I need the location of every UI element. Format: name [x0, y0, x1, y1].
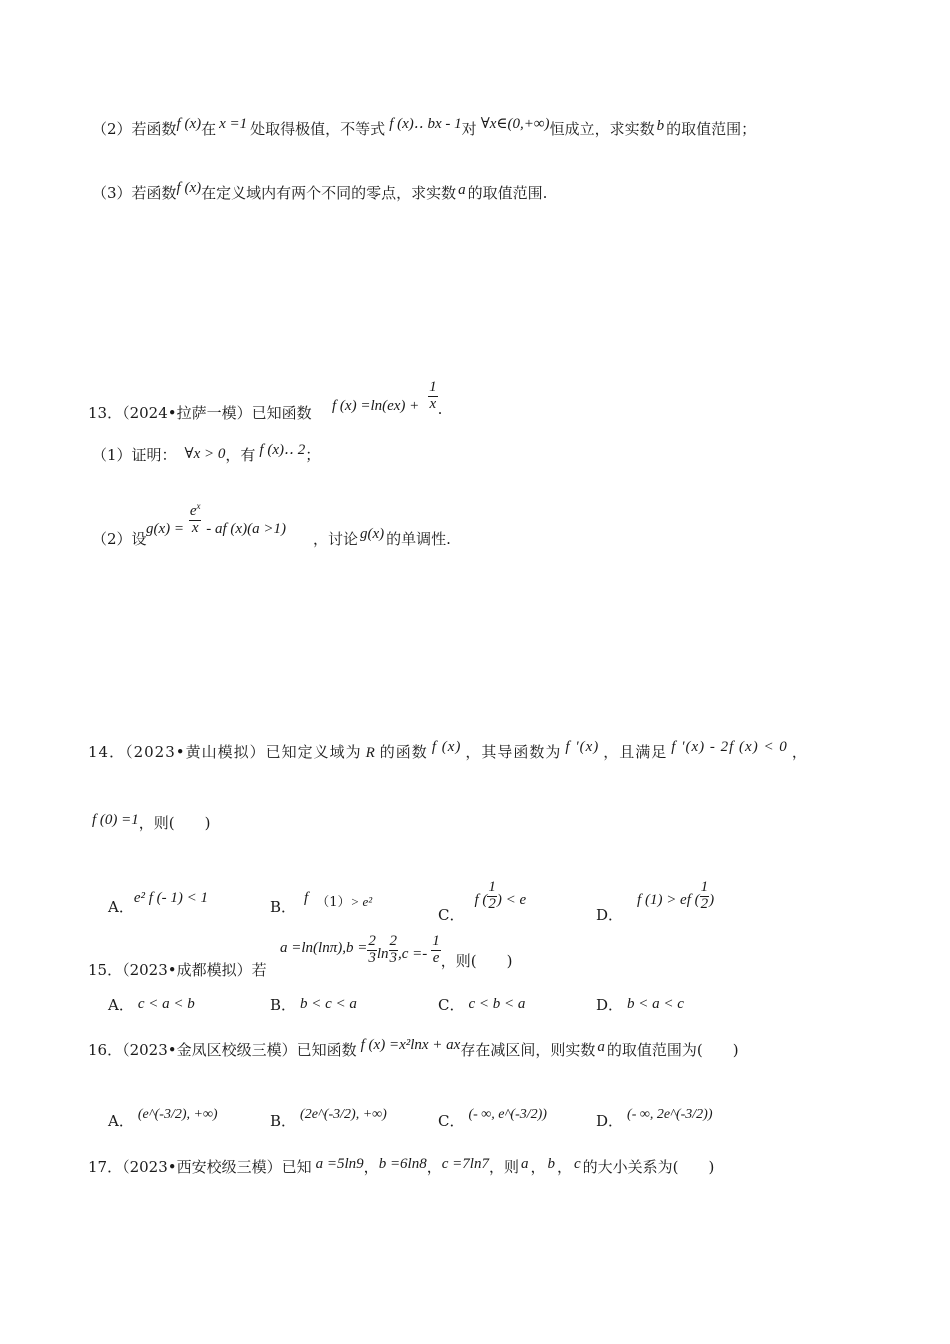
q15-b-num: 2	[368, 933, 376, 949]
q12-p2-ineq: f (x)‥ bx - 1	[389, 116, 462, 132]
q14-d-post: )	[709, 892, 715, 909]
q17-vc: c	[574, 1156, 581, 1172]
q17-sep1: ，	[363, 1158, 379, 1176]
q14-c-num: 1	[488, 879, 496, 895]
q16-head: 16．（2023•金凤区校级三模）已知函数	[88, 1041, 357, 1059]
q14-d-pre: f (1) > ef (	[637, 892, 700, 909]
q14-option-d[interactable]	[596, 879, 715, 925]
q13-p1-comma: ，有	[225, 446, 256, 464]
q17-va: a	[520, 1156, 529, 1172]
q15-d-label: D．	[596, 996, 624, 1014]
q14-c-frac	[487, 880, 497, 913]
q14-R: R	[365, 745, 376, 761]
q15-a-label: A．	[108, 996, 134, 1014]
q13-g-lhs: g(x) =	[146, 521, 185, 538]
q16-option-a[interactable]	[108, 1107, 218, 1130]
q14-c-post: ) < e	[496, 892, 527, 909]
q14-b-rest: > e²	[350, 894, 373, 909]
q12-p2-at: 在	[201, 120, 217, 138]
q16-a-label: A．	[108, 1112, 134, 1130]
q13-g-frac	[189, 502, 202, 537]
q17-vb: b	[547, 1156, 555, 1172]
q13-part2-tail	[313, 526, 451, 548]
q15-option-b[interactable]	[270, 998, 357, 1014]
q14-d-label: D．	[596, 906, 624, 925]
q16-d-label: D．	[596, 1112, 624, 1130]
q15-option-d[interactable]	[596, 998, 684, 1014]
q15-c-label: C．	[438, 996, 465, 1014]
q14-d-frac	[700, 880, 710, 913]
q14-mid1: 的函数	[379, 743, 428, 761]
q12-p2-b: b	[656, 118, 665, 134]
q16-b-text: (2e^(-3/2), +∞)	[300, 1107, 387, 1122]
q14-head: 14．（2023•黄山模拟）已知定义域为	[88, 743, 362, 761]
q15-tail: ，则( )	[440, 952, 513, 971]
q16-a-text: (e^(-3/2), +∞)	[137, 1107, 218, 1122]
q14-f0: f (0) =1	[92, 812, 139, 828]
q13-p1-cond: ∀x > 0	[184, 446, 226, 462]
q17-c: c =7ln7	[441, 1156, 489, 1172]
q15-a-text: c < a < b	[137, 996, 195, 1012]
q14-c-label: C．	[438, 906, 465, 925]
q16-line	[88, 1037, 739, 1059]
q15-c-text: c < b < a	[468, 996, 526, 1012]
q14-mid2: ，其导函数为	[465, 743, 562, 761]
q12-p2-x1: x =1	[219, 116, 248, 132]
q14-d-den: 2	[700, 895, 709, 912]
q13-p1-expr: f (x)‥ 2	[259, 442, 306, 458]
q16-option-b[interactable]	[270, 1107, 387, 1130]
q13-p1-end: ；	[305, 446, 321, 464]
q15-b-den2: 3	[389, 949, 398, 966]
q16-c-text: (- ∞, e^(-3/2))	[468, 1107, 547, 1122]
q16-a: a	[597, 1039, 605, 1055]
q12-p2-fx: f (x)	[176, 116, 202, 132]
q13-f-end: .	[437, 400, 443, 419]
q15-c-num: 1	[432, 933, 440, 949]
q12-p2-forall: ∀x∈(0,+∞)	[480, 116, 550, 132]
q17-tail: 的大小关系为( )	[582, 1158, 715, 1176]
q13-g-rest: - af (x)(a >1)	[206, 521, 286, 538]
q15-c-frac	[431, 934, 441, 967]
q15-b-frac2	[389, 934, 399, 967]
q14-option-b[interactable]	[270, 890, 373, 916]
q12-p3-fx: f (x)	[176, 180, 202, 196]
q15-header	[88, 963, 267, 978]
q13-f-frac	[428, 380, 438, 413]
q12-p2-tail: 恒成立，求实数	[549, 120, 655, 138]
q17-mid: ，则	[488, 1158, 519, 1176]
q12-p2-prefix: （2）若函数	[92, 120, 177, 138]
q14-c-den: 2	[488, 895, 496, 912]
q13-header	[88, 406, 312, 421]
q14-comma: ，	[791, 743, 808, 761]
q13-g-formula	[146, 502, 286, 537]
q14-option-c[interactable]	[438, 879, 527, 925]
q16-tail: 的取值范围为( )	[606, 1041, 739, 1059]
q13-part1	[92, 442, 321, 464]
q13-p2-end: 的单调性.	[386, 530, 451, 548]
q13-f-lhs: f (x) =ln(ex) +	[332, 398, 420, 415]
q15-b-ln: ln	[376, 946, 389, 963]
q16-b-label: B．	[270, 1112, 297, 1130]
q17-sep2: ，	[426, 1158, 442, 1176]
q14-a-label: A．	[108, 898, 134, 916]
q16-d-text: (- ∞, 2e^(-3/2))	[627, 1107, 713, 1122]
q14-a-text: e² f (- 1) < 1	[133, 890, 209, 906]
q16-option-c[interactable]	[438, 1107, 547, 1130]
q13-g-den: x	[191, 519, 199, 536]
q12-p3-end: 的取值范围.	[467, 184, 548, 202]
q12-p3-mid: 在定义域内有两个不同的零点，求实数	[201, 184, 457, 202]
q15-b-den: 3	[368, 949, 376, 966]
q14-line1	[88, 739, 808, 761]
q14-b-label: B．	[270, 898, 297, 916]
q12-part2	[92, 116, 757, 138]
q13-p2-prefix: （2）设	[92, 530, 147, 548]
q17-a: a =5ln9	[315, 1156, 364, 1172]
q15-b-num2: 2	[389, 933, 398, 949]
q14-fx: f (x)	[431, 739, 462, 755]
q12-p2-dui: 对	[461, 120, 477, 138]
q14-d-num: 1	[700, 879, 709, 895]
q13-f-num: 1	[429, 379, 437, 395]
q14-cond: f ′(x) - 2f (x) < 0	[671, 739, 788, 755]
q15-a-expr: a =ln(lnπ),b =	[280, 940, 368, 957]
q13-head: 13．（2024•拉萨一模）已知函数	[88, 404, 312, 422]
q15-b-frac	[367, 934, 377, 967]
q15-d-text: b < a < c	[627, 996, 684, 1012]
q14-b-f: f	[304, 890, 309, 906]
q12-p3-prefix: （3）若函数	[92, 184, 177, 202]
q15-formula	[280, 933, 513, 971]
q16-c-label: C．	[438, 1112, 465, 1130]
q14-mid3: ，且满足	[603, 743, 668, 761]
q12-part3	[92, 180, 548, 202]
q15-c-expr: ,c =-	[398, 946, 428, 963]
q16-option-d[interactable]	[596, 1107, 713, 1130]
q17-b: b =6ln8	[378, 1156, 427, 1172]
q13-p2-mid: ，讨论	[313, 530, 359, 548]
q15-option-c[interactable]	[438, 998, 525, 1014]
q16-mid: 存在减区间，则实数	[460, 1041, 596, 1059]
q14-c-pre: f (	[474, 892, 488, 909]
q15-b-text: b < c < a	[300, 996, 357, 1012]
q15-head: 15．（2023•成都模拟）若	[88, 961, 267, 979]
q13-p2-gx: g(x)	[360, 526, 385, 542]
q14-line2	[92, 812, 211, 832]
q14-fpx: f ′(x)	[565, 739, 600, 755]
q13-formula	[332, 379, 443, 419]
q12-p2-mid: 处取得极值，不等式	[250, 120, 386, 138]
q12-p3-a: a	[458, 182, 466, 198]
q14-option-a[interactable]	[108, 890, 209, 916]
q12-p2-end: 的取值范围；	[666, 120, 757, 138]
q13-part2	[92, 532, 147, 547]
q17-head: 17．（2023•西安校级三模）已知	[88, 1158, 312, 1176]
q13-g-sup: x	[196, 501, 201, 511]
q15-option-a[interactable]	[108, 998, 195, 1014]
q17-line: 17．（2023•西安校级三模）已知 a =5ln9，b =6ln8，c =7ln7，则 a ， b ， c 的大小关系为( )	[88, 1156, 715, 1176]
q13-p1-prefix: （1）证明：	[92, 446, 177, 464]
q15-b-label: B．	[270, 996, 297, 1014]
q15-c-den: e	[432, 949, 440, 966]
q14-b-mid: （1）	[316, 895, 351, 910]
q14-tail: ，则( )	[138, 814, 211, 832]
q16-fx: f (x) =x²lnx + ax	[360, 1037, 461, 1053]
q13-g-num: e	[189, 503, 197, 519]
q13-f-den: x	[429, 395, 437, 412]
